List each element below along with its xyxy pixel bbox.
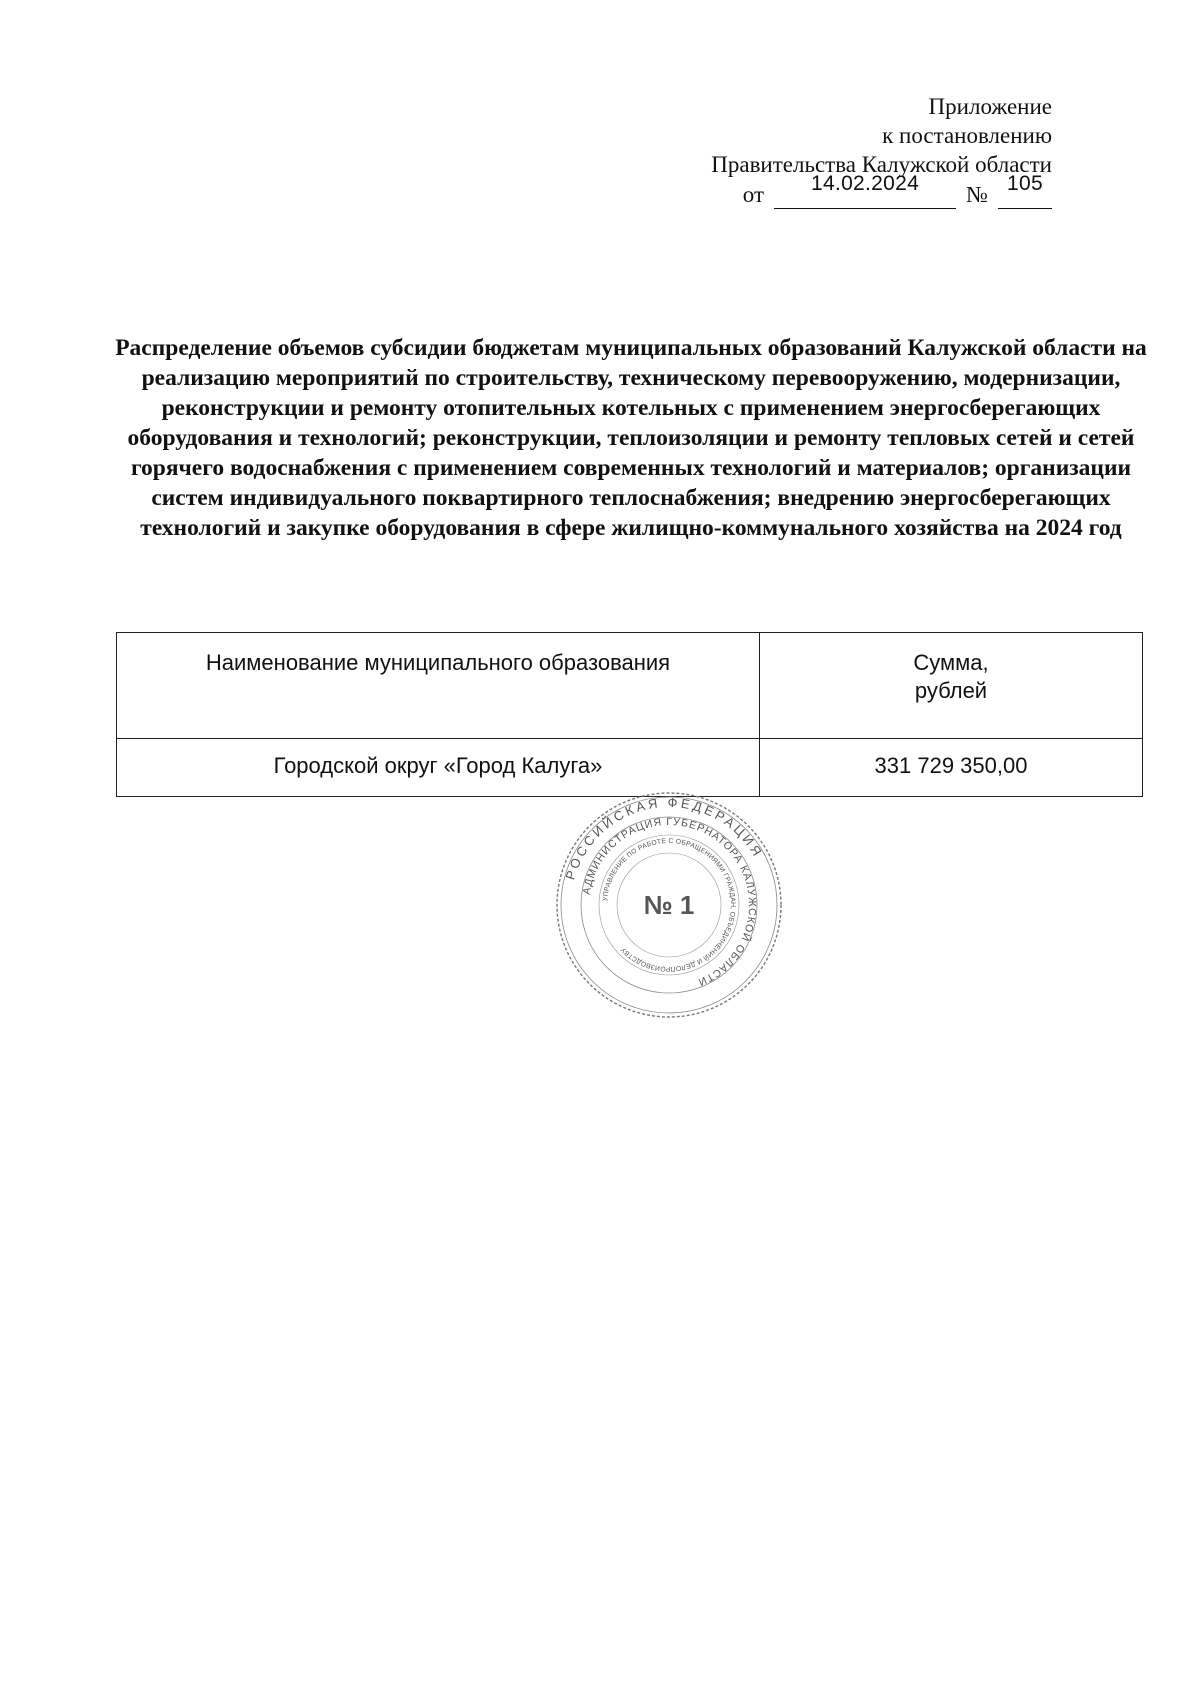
appendix-date-number-line <box>711 172 1052 209</box>
header-municipality: Наименование муниципального образования <box>117 633 760 739</box>
appendix-to-resolution: к постановлению <box>882 123 1052 148</box>
date-value: 14.02.2024 <box>810 172 920 195</box>
table-row <box>117 739 1143 797</box>
date-prefix: от <box>742 182 765 207</box>
seal-middle-text: АДМИНИСТРАЦИЯ ГУБЕРНАТОРА КАЛУЖСКОЙ ОБЛАСТИ <box>580 815 759 989</box>
row-municipality: Городской округ «Город Калуга» <box>117 739 760 797</box>
seal-inner-text: УПРАВЛЕНИЕ ПО РАБОТЕ С ОБРАЩЕНИЯМИ ГРАЖДАН, ОБЪЕДИНЕНИЙ И ДЕЛОПРОИЗВОДСТВУ <box>602 837 737 973</box>
row-sum: 331 729 350,00 <box>760 739 1143 797</box>
seal-outer-text: РОССИЙСКАЯ ФЕДЕРАЦИЯ <box>562 794 767 882</box>
header-sum-line1: Сумма, <box>913 650 989 675</box>
appendix-header <box>711 92 1052 209</box>
number-value: 105 <box>1007 172 1043 195</box>
distribution-table <box>116 632 1143 797</box>
appendix-issuer: Правительства Калужской области <box>711 152 1052 177</box>
seal-center-number: № 1 <box>643 890 695 920</box>
number-prefix: № <box>966 182 988 207</box>
appendix-label: Приложение <box>928 94 1052 119</box>
date-field <box>774 172 956 209</box>
official-seal <box>554 790 784 1020</box>
number-field <box>998 172 1052 209</box>
seal-graphic <box>554 790 784 1020</box>
header-sum-line2: рублей <box>914 678 988 703</box>
document-title: Распределение объемов субсидии бюджетам муниципальных образований Калужской области на реализацию мероприятий по строительству, техническому перевооружению, модернизации, реконструкции и ремонту отопительных котельных с применением энергосберегающих оборудования и технологий; реконструкции, теплоизоляции и ремонту тепловых сетей и сетей горячего водоснабжения с применением современных технологий и материалов; организации систем индивидуального поквартирного теплоснабжения; внедрению энергосберегающих технологий и закупке оборудования в сфере жилищно-коммунального хозяйства на 2024 год <box>115 335 1147 541</box>
header-sum <box>760 633 1143 739</box>
table-header-row <box>117 633 1143 739</box>
